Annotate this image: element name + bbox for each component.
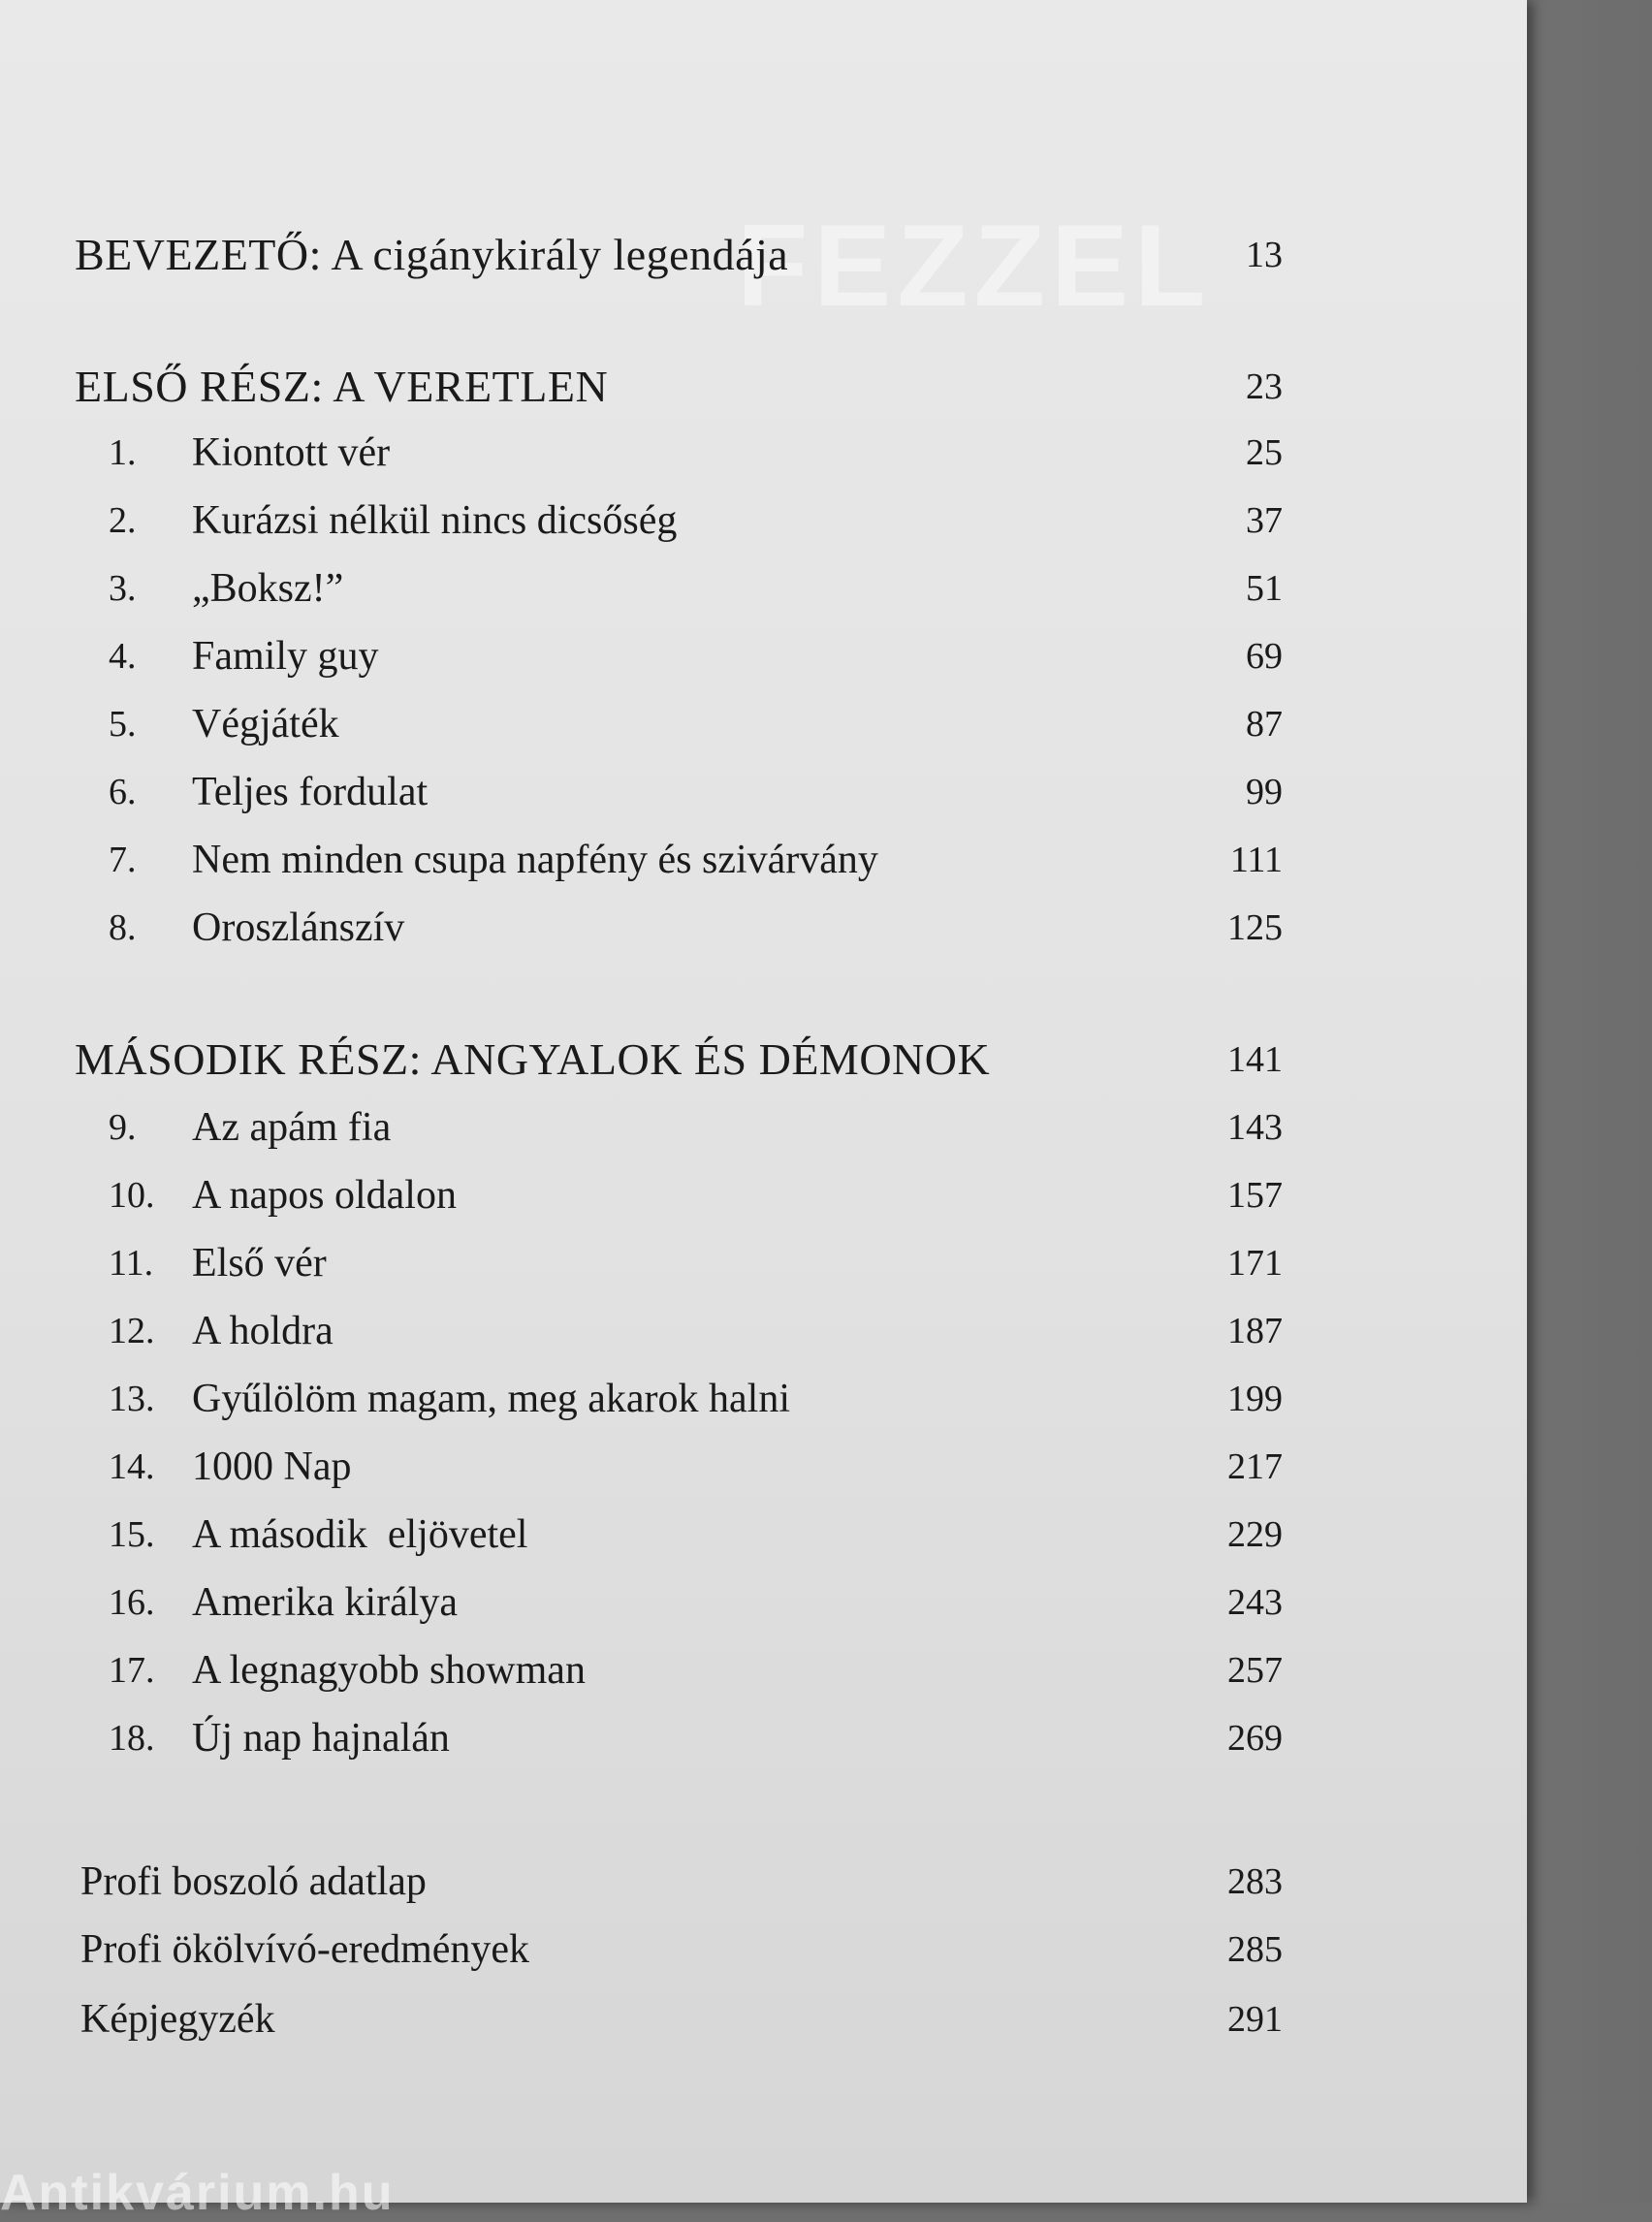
chapter-number: 13. xyxy=(109,1379,155,1419)
chapter-title: Első vér xyxy=(192,1241,327,1286)
toc-chapter-row xyxy=(0,899,1527,957)
toc-chapter-row xyxy=(0,1234,1527,1292)
chapter-number: 3. xyxy=(109,568,137,609)
toc-chapter-row xyxy=(0,627,1527,685)
chapter-number: 8. xyxy=(109,907,137,948)
chapter-number: 7. xyxy=(109,840,137,880)
chapter-title: Amerika királya xyxy=(192,1580,459,1625)
chapter-title: 1000 Nap xyxy=(192,1444,352,1489)
chapter-page: 37 xyxy=(1246,500,1283,541)
toc-part-1-title: ELSŐ RÉSZ: A VERETLEN xyxy=(75,362,609,411)
toc-intro-page: 13 xyxy=(1246,235,1283,275)
chapter-number: 1. xyxy=(109,432,137,473)
chapter-number: 16. xyxy=(109,1582,155,1623)
chapter-number: 12. xyxy=(109,1311,155,1351)
toc-part-2-row xyxy=(0,1031,1527,1089)
chapter-page: 125 xyxy=(1227,907,1283,948)
toc-appendix-row xyxy=(0,1920,1527,1979)
toc-chapter-row xyxy=(0,1370,1527,1428)
watermark: Antikvárium.hu xyxy=(0,2165,395,2221)
chapter-number: 5. xyxy=(109,704,137,745)
chapter-title: Nem minden csupa napfény és szivárvány xyxy=(192,838,878,882)
chapter-number: 11. xyxy=(109,1243,154,1284)
chapter-page: 99 xyxy=(1246,772,1283,812)
chapter-page: 229 xyxy=(1227,1514,1283,1555)
toc-part-2-title: MÁSODIK RÉSZ: ANGYALOK ÉS DÉMONOK xyxy=(75,1034,991,1084)
appendix-page: 283 xyxy=(1227,1861,1283,1902)
toc-chapter-row xyxy=(0,1641,1527,1699)
chapter-number: 17. xyxy=(109,1650,155,1691)
chapter-title: Az apám fia xyxy=(192,1105,392,1150)
chapter-page: 69 xyxy=(1246,636,1283,677)
toc-appendix-row xyxy=(0,1990,1527,2048)
chapter-page: 143 xyxy=(1227,1107,1283,1148)
toc-chapter-row xyxy=(0,424,1527,482)
show-through-text: FEZZEL xyxy=(737,201,1212,331)
chapter-title: Kurázsi nélkül nincs dicsőség xyxy=(192,498,678,543)
chapter-page: 199 xyxy=(1227,1379,1283,1419)
chapter-number: 15. xyxy=(109,1514,155,1555)
chapter-title: A legnagyobb showman xyxy=(192,1648,586,1693)
chapter-title: Kiontott vér xyxy=(192,430,391,475)
chapter-page: 187 xyxy=(1227,1311,1283,1351)
chapter-number: 2. xyxy=(109,500,137,541)
chapter-number: 4. xyxy=(109,636,137,677)
chapter-title: Új nap hajnalán xyxy=(192,1716,450,1761)
chapter-number: 14. xyxy=(109,1446,155,1487)
toc-intro-row xyxy=(0,226,1527,284)
chapter-page: 25 xyxy=(1246,432,1283,473)
chapter-number: 18. xyxy=(109,1718,155,1759)
chapter-page: 171 xyxy=(1227,1243,1283,1284)
toc-chapter-row xyxy=(0,492,1527,550)
chapter-page: 243 xyxy=(1227,1582,1283,1623)
chapter-page: 87 xyxy=(1246,704,1283,745)
appendix-title: Profi ökölvívó-eredmények xyxy=(80,1927,530,1972)
toc-chapter-row xyxy=(0,559,1527,618)
appendix-title: Profi boszoló adatlap xyxy=(80,1859,427,1904)
toc-part-1-page: 23 xyxy=(1246,366,1283,407)
chapter-title: A napos oldalon xyxy=(192,1173,457,1218)
toc-part-2-page: 141 xyxy=(1227,1039,1283,1080)
chapter-page: 111 xyxy=(1229,840,1283,880)
toc-part-1-row xyxy=(0,358,1527,416)
toc-chapter-row xyxy=(0,1709,1527,1767)
chapter-number: 6. xyxy=(109,772,137,812)
toc-chapter-row xyxy=(0,1302,1527,1360)
toc-appendix-row xyxy=(0,1853,1527,1911)
toc-intro-title: BEVEZETŐ: A cigánykirály legendája xyxy=(75,230,789,279)
chapter-page: 157 xyxy=(1227,1175,1283,1216)
chapter-title: „Boksz!” xyxy=(192,566,344,611)
toc-chapter-row xyxy=(0,1573,1527,1632)
toc-chapter-row xyxy=(0,1098,1527,1157)
chapter-title: Teljes fordulat xyxy=(192,770,429,814)
chapter-number: 9. xyxy=(109,1107,137,1148)
chapter-page: 217 xyxy=(1227,1446,1283,1487)
toc-chapter-row xyxy=(0,1166,1527,1224)
toc-chapter-row xyxy=(0,1438,1527,1496)
appendix-page: 285 xyxy=(1227,1929,1283,1970)
chapter-title: Végjáték xyxy=(192,702,339,746)
chapter-page: 51 xyxy=(1246,568,1283,609)
toc-chapter-row xyxy=(0,1506,1527,1564)
chapter-title: A második eljövetel xyxy=(192,1512,528,1557)
toc-chapter-row xyxy=(0,763,1527,821)
chapter-title: Gyűlölöm magam, meg akarok halni xyxy=(192,1377,791,1421)
chapter-number: 10. xyxy=(109,1175,155,1216)
chapter-title: Oroszlánszív xyxy=(192,905,405,950)
toc-chapter-row xyxy=(0,831,1527,889)
appendix-title: Képjegyzék xyxy=(80,1997,275,2042)
toc-chapter-row xyxy=(0,695,1527,753)
chapter-title: A holdra xyxy=(192,1309,334,1353)
chapter-title: Family guy xyxy=(192,634,379,679)
appendix-page: 291 xyxy=(1227,1999,1283,2040)
chapter-page: 269 xyxy=(1227,1718,1283,1759)
chapter-page: 257 xyxy=(1227,1650,1283,1691)
